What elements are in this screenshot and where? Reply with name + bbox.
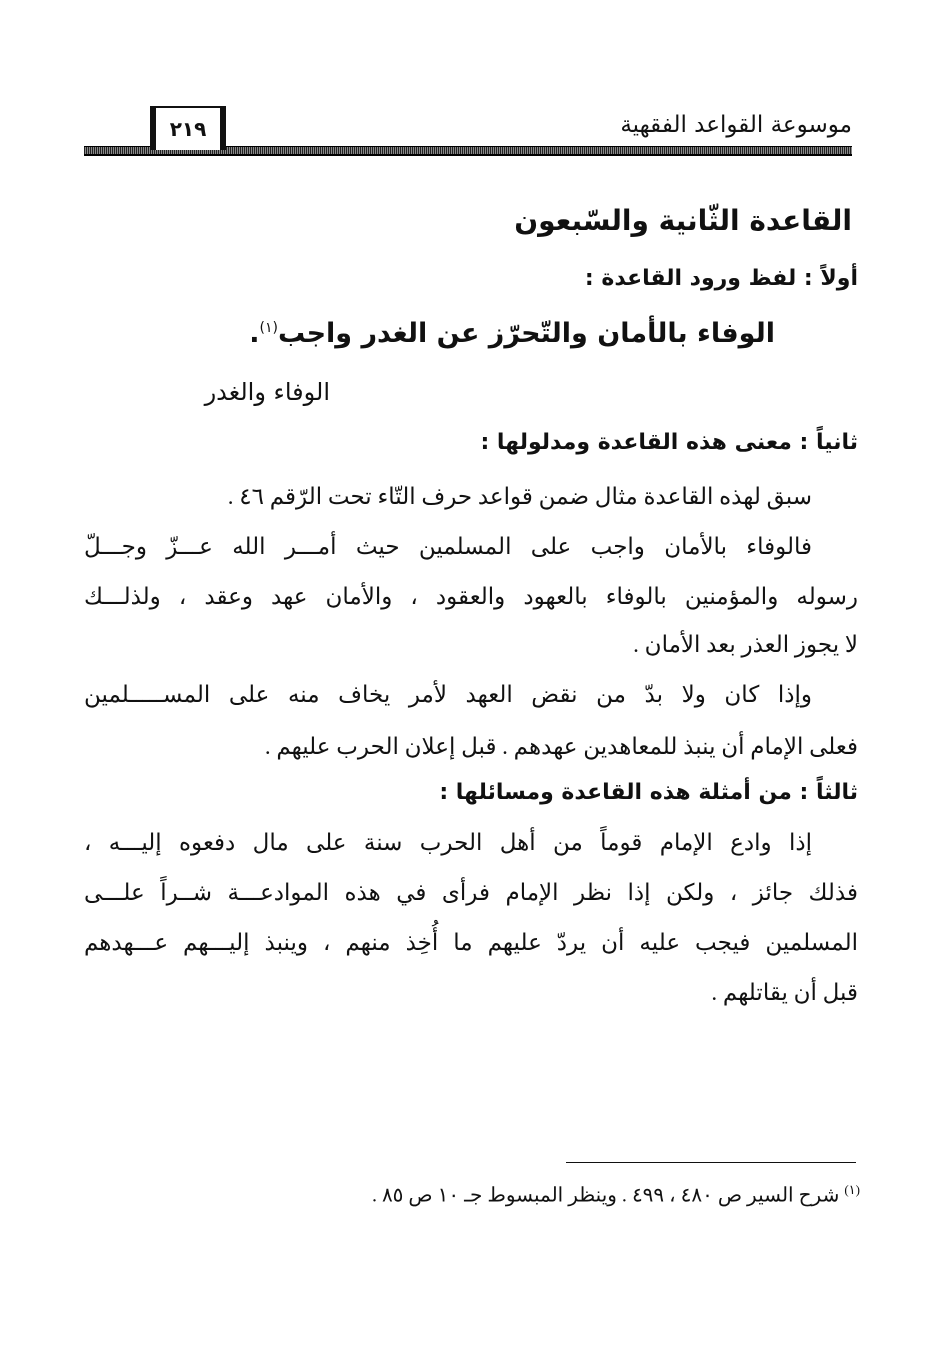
section-3-title: ثالثاً : من أمثلة هذه القاعدة ومسائلها : (439, 780, 858, 805)
footnote-divider (566, 1162, 856, 1163)
footnote-text: شرح السير ص ٤٨٠ ، ٤٩٩ . وينظر المبسوط جـ ١٠ ص ٨٥ . (371, 1184, 840, 1207)
section-3-line-4: قبل أن يقاتلهم . (711, 980, 858, 1005)
section-3-line-1: إذا وادع الإمام قوماً من أهل الحرب سنة على مال دفعوه إليـــه ، (84, 830, 812, 855)
footnote (372, 1182, 860, 1208)
rule-statement (249, 318, 775, 349)
section-1-title: أولاً : لفظ ورود القاعدة : (584, 266, 858, 291)
section-2-line-2: فالوفاء بالأمان واجب على المسلمين حيث أمـــر الله عـــزّ وجـــلّ (84, 534, 812, 559)
section-2-line-5: وإذا كان ولا بدّ من نقض العهد لأمر يخاف منه على المســـــلمين (84, 682, 812, 707)
rule-heading: القاعدة الثّانية والسّبعون (514, 204, 852, 237)
section-3-line-2: فذلك جائز ، ولكن إذا نظر الإمام فرأى في هذه الموادعـــة شــراً علـــى (84, 880, 858, 905)
section-2-line-4: لا يجوز العذر بعد الأمان . (633, 632, 858, 657)
page-number-text: ٢١٩ (169, 117, 207, 141)
section-2-line-1: سبق لهذه القاعدة مثال ضمن قواعد حرف التّاء تحت الرّقم ٤٦ . (227, 484, 812, 509)
footnote-marker-ref: (١) (259, 320, 279, 336)
page-number (150, 106, 226, 150)
rule-statement-text: الوفاء بالأمان والتّحرّز عن الغدر واجب (278, 318, 775, 349)
rule-keywords: الوفاء والغدر (204, 378, 330, 406)
footnote-marker: (١) (844, 1182, 860, 1197)
section-3-line-3: المسلمين فيجب عليه أن يردّ عليهم ما أُخِذ منهم ، وينبذ إليـــهم عـــهدهم (84, 930, 858, 955)
running-header-title: موسوعة القواعد الفقهية (620, 112, 852, 138)
section-2-line-6: فعلى الإمام أن ينبذ للمعاهدين عهدهم . قبل إعلان الحرب عليهم . (264, 734, 858, 759)
section-2-title: ثانياً : معنى هذه القاعدة ومدلولها : (480, 430, 858, 455)
rule-statement-end: . (249, 318, 260, 349)
section-2-line-3: رسوله والمؤمنين بالوفاء بالعهود والعقود ، والأمان عهد وعقد ، ولذلـــك (84, 584, 858, 609)
